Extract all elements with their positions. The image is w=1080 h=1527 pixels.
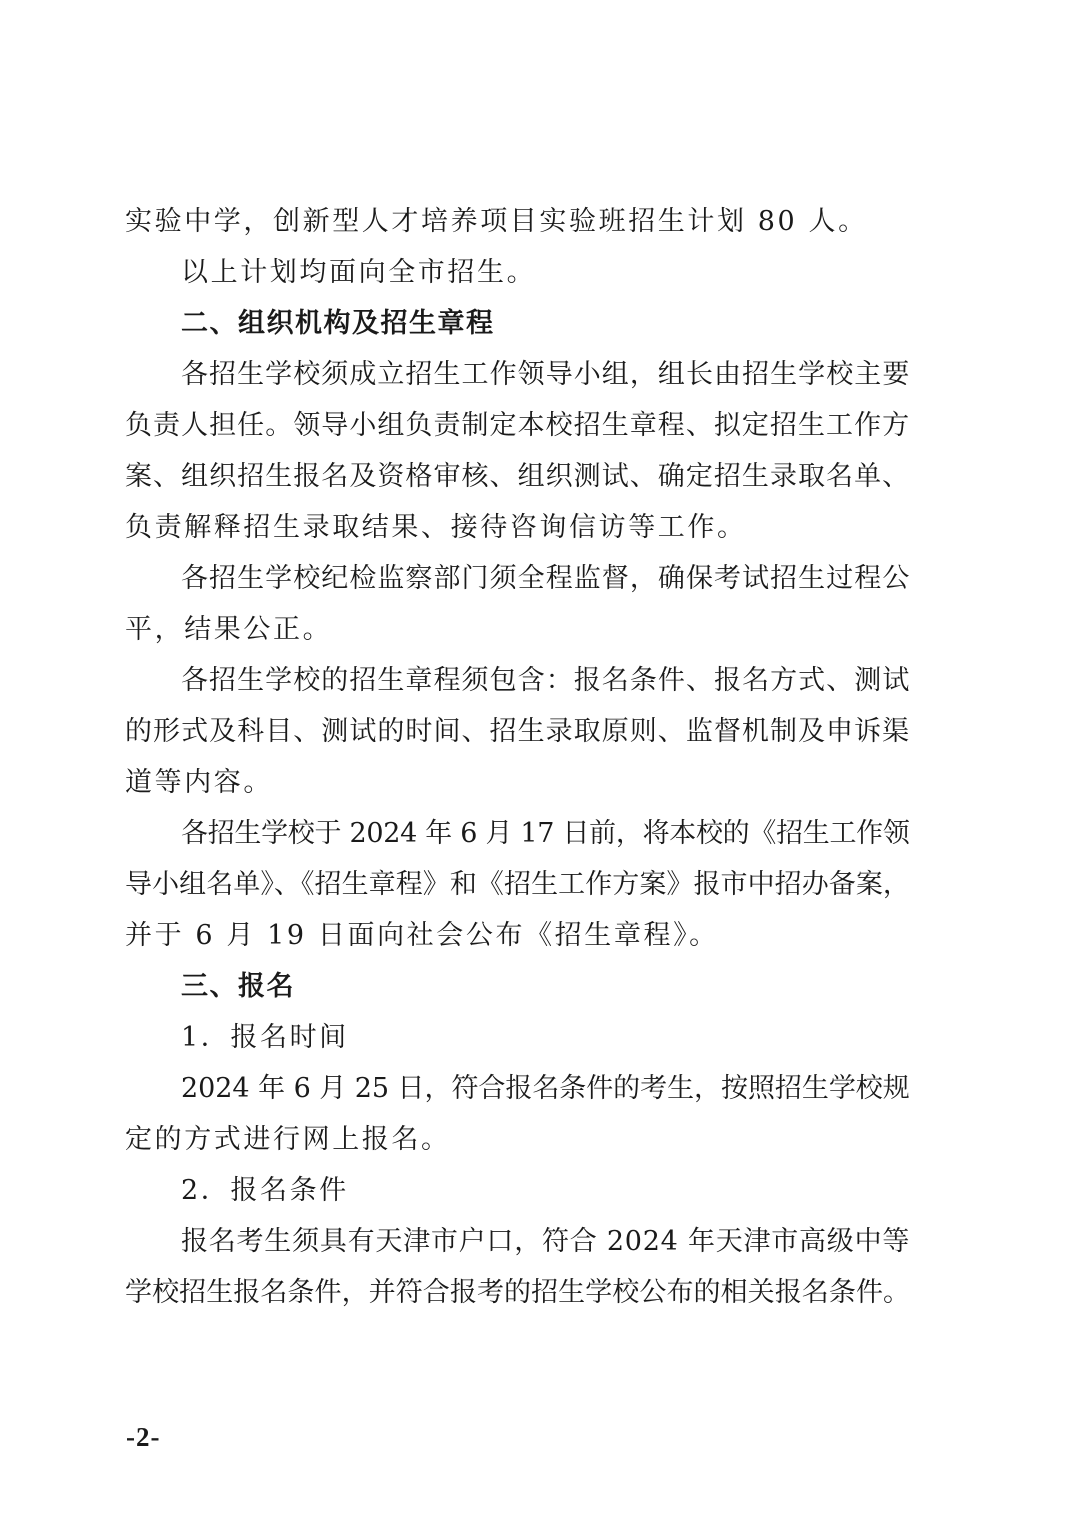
paragraph-line: 并于 6 月 19 日面向社会公布《招生章程》。 xyxy=(125,920,719,951)
paragraph-line: 各招生学校于 2024 年 6 月 17 日前，将本校的《招生工作领 xyxy=(181,818,910,849)
paragraph-line: 各招生学校纪检监察部门须全程监督，确保考试招生过程公 xyxy=(181,563,911,594)
section-heading: 三、报名 xyxy=(181,971,295,1002)
paragraph-line: 各招生学校须成立招生工作领导小组，组长由招生学校主要 xyxy=(181,359,911,390)
paragraph-line: 以上计划均面向全市招生。 xyxy=(181,257,537,288)
subsection-heading: 2．报名条件 xyxy=(181,1175,349,1206)
section-heading: 二、组织机构及招生章程 xyxy=(181,308,495,339)
page-number: -2- xyxy=(126,1422,161,1452)
paragraph-line: 学校招生报名条件，并符合报考的招生学校公布的相关报名条件。 xyxy=(125,1277,911,1308)
paragraph-line: 平，结果公正。 xyxy=(125,614,333,645)
paragraph-line: 各招生学校的招生章程须包含：报名条件、报名方式、测试 xyxy=(181,665,911,696)
subsection-heading: 1．报名时间 xyxy=(181,1022,349,1053)
paragraph-line: 实验中学，创新型人才培养项目实验班招生计划 80 人。 xyxy=(125,206,868,237)
paragraph-line: 负责解释招生录取结果、接待咨询信访等工作。 xyxy=(125,512,747,543)
paragraph-line: 2024 年 6 月 25 日，符合报名条件的考生，按照招生学校规 xyxy=(181,1073,910,1104)
paragraph-line: 案、组织招生报名及资格审核、组织测试、确定招生录取名单、 xyxy=(125,461,911,492)
paragraph-line: 负责人担任。领导小组负责制定本校招生章程、拟定招生工作方 xyxy=(125,410,911,441)
paragraph-line: 报名考生须具有天津市户口，符合 2024 年天津市高级中等 xyxy=(181,1226,911,1257)
paragraph-line: 定的方式进行网上报名。 xyxy=(125,1124,451,1155)
document-body xyxy=(125,196,913,1318)
paragraph-line: 道等内容。 xyxy=(125,767,273,798)
paragraph-line: 的形式及科目、测试的时间、招生录取原则、监督机制及申诉渠 xyxy=(125,716,911,747)
paragraph-line: 导小组名单》、《招生章程》和《招生工作方案》报市中招办备案， xyxy=(125,869,910,900)
